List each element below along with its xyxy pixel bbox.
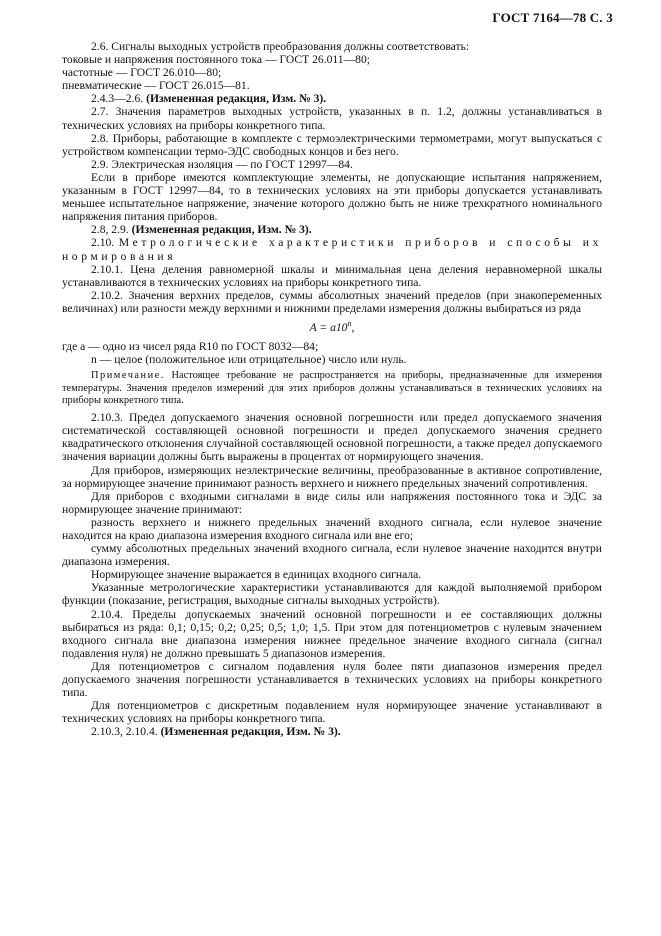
paragraph: Для приборов с входными сигналами в виде силы или напряжения постоянного тока и ЭДС за нормирующее значение принимают: <box>62 489 602 516</box>
section-heading: 2.10. Метрологические характеристики приборов и способы их нормирования <box>62 236 602 263</box>
signal-current: токовые и напряжения постоянного тока — ГОСТ 26.011—80; <box>62 53 370 67</box>
formula-legend-n: n — целое (положительное или отрицательное) число или нуль. <box>91 353 407 367</box>
clause-2-9: 2.9. Электрическая изоляция — по ГОСТ 12997—84. <box>91 157 353 171</box>
clause-2-10-4: 2.10.4. Пределы допускаемых значений основной погрешности и ее составляющих должны выбираться из ряда: 0,1; 0,15; 0,2; 0,25; 0,5; 1,0; 1,5. При этом для потенциометров с нулевым значением входного сигнала вне диапазона измерения нижнее предельное значение входного сигнала (сигнал подавления нуля) не должно превышать 5 диапазонов измерения. <box>62 607 602 660</box>
paragraph: разность верхнего и нижнего предельных значений входного сигнала, если нулевое значение находится на краю диапазона измерения входного сигнала или вне его; <box>62 515 602 542</box>
page-header: ГОСТ 7164—78 С. 3 <box>492 10 613 25</box>
note: Примечание. Настоящее требование не распространяется на приборы, предназначенные для измерения температуры. Значения пределов измерений для этих приборов должны устанавливаться в технических условиях на приборы конкретного типа. <box>62 370 602 406</box>
amendment-note: 2.10.3, 2.10.4. (Измененная редакция, Изм. № 3). <box>91 725 341 739</box>
clause-2-10-1: 2.10.1. Цена деления равномерной шкалы и минимальная цена деления неравномерной шкалы устанавливаются в технических условиях на приборы конкретного типа. <box>62 262 602 289</box>
formula-legend-a: где a — одно из чисел ряда R10 по ГОСТ 8032—84; <box>62 340 319 354</box>
paragraph: Для приборов, измеряющих неэлектрические величины, преобразованные в активное сопротивление, за нормирующее значение принимают разность верхнего и нижнего предельных значений сопротивления. <box>62 463 602 490</box>
signal-pneumatic: пневматические — ГОСТ 26.015—81. <box>62 79 250 93</box>
formula: $A = a10^n$, <box>309 319 355 334</box>
clause-2-10-3: 2.10.3. Предел допускаемого значения основной погрешности или предел допускаемого значения систематической составляющей основной погрешности и предел допускаемого значения среднего квадратического отклонения случайной составляющей основной погрешности, а также предел допускаемого значения вариации должны быть выражены в процентах от нормирующего значения. <box>62 411 602 464</box>
paragraph: Для потенциометров с сигналом подавления нуля более пяти диапазонов измерения предел допускаемого значения погрешности устанавливается в технических условиях на приборы конкретного типа. <box>62 659 602 700</box>
paragraph: Для потенциометров с дискретным подавлением нуля нормирующее значение устанавливают в технических условиях на приборы конкретного типа. <box>62 699 602 726</box>
paragraph: Нормирующее значение выражается в единицах входного сигнала. <box>91 568 422 582</box>
clause-2-6: 2.6. Сигналы выходных устройств преобразования должны соответствовать: <box>91 40 470 53</box>
clause-2-9-text: Если в приборе имеются комплектующие элементы, не допускающие испытания напряжением, указанным в ГОСТ 12997—84, то в технических условиях на эти приборы допускается устанавливать меньшее испытательное напряжение, значение которого должно быть не ниже трехкратного номинального напряжения питания приборов. <box>62 170 602 224</box>
document-body <box>62 40 602 738</box>
clause-2-10-2: 2.10.2. Значения верхних пределов, суммы абсолютных значений пределов (при знакопеременных величинах) или разности между верхними и нижними пределами измерения должны выбираться из ряда <box>62 288 602 315</box>
amendment-note: 2.8, 2.9. (Измененная редакция, Изм. № 3). <box>91 223 312 237</box>
signal-frequency: частотные — ГОСТ 26.010—80; <box>62 66 222 80</box>
clause-2-7: 2.7. Значения параметров выходных устройств, указанных в п. 1.2, должны устанавливаться в технических условиях на приборы конкретного типа. <box>62 105 602 132</box>
clause-2-8: 2.8. Приборы, работающие в комплекте с термоэлектрическими термометрами, могут выпускаться с устройством компенсации термо-ЭДС свободных концов и без него. <box>62 131 602 158</box>
paragraph: сумму абсолютных предельных значений входного сигнала, если нулевое значение находится внутри диапазона измерения. <box>62 542 602 569</box>
paragraph: Указанные метрологические характеристики устанавливаются для каждой выполняемой прибором функции (показание, регистрация, выходные сигналы выходных устройств). <box>62 581 602 608</box>
amendment-note: 2.4.3—2.6. (Измененная редакция, Изм. № 3). <box>91 92 327 106</box>
